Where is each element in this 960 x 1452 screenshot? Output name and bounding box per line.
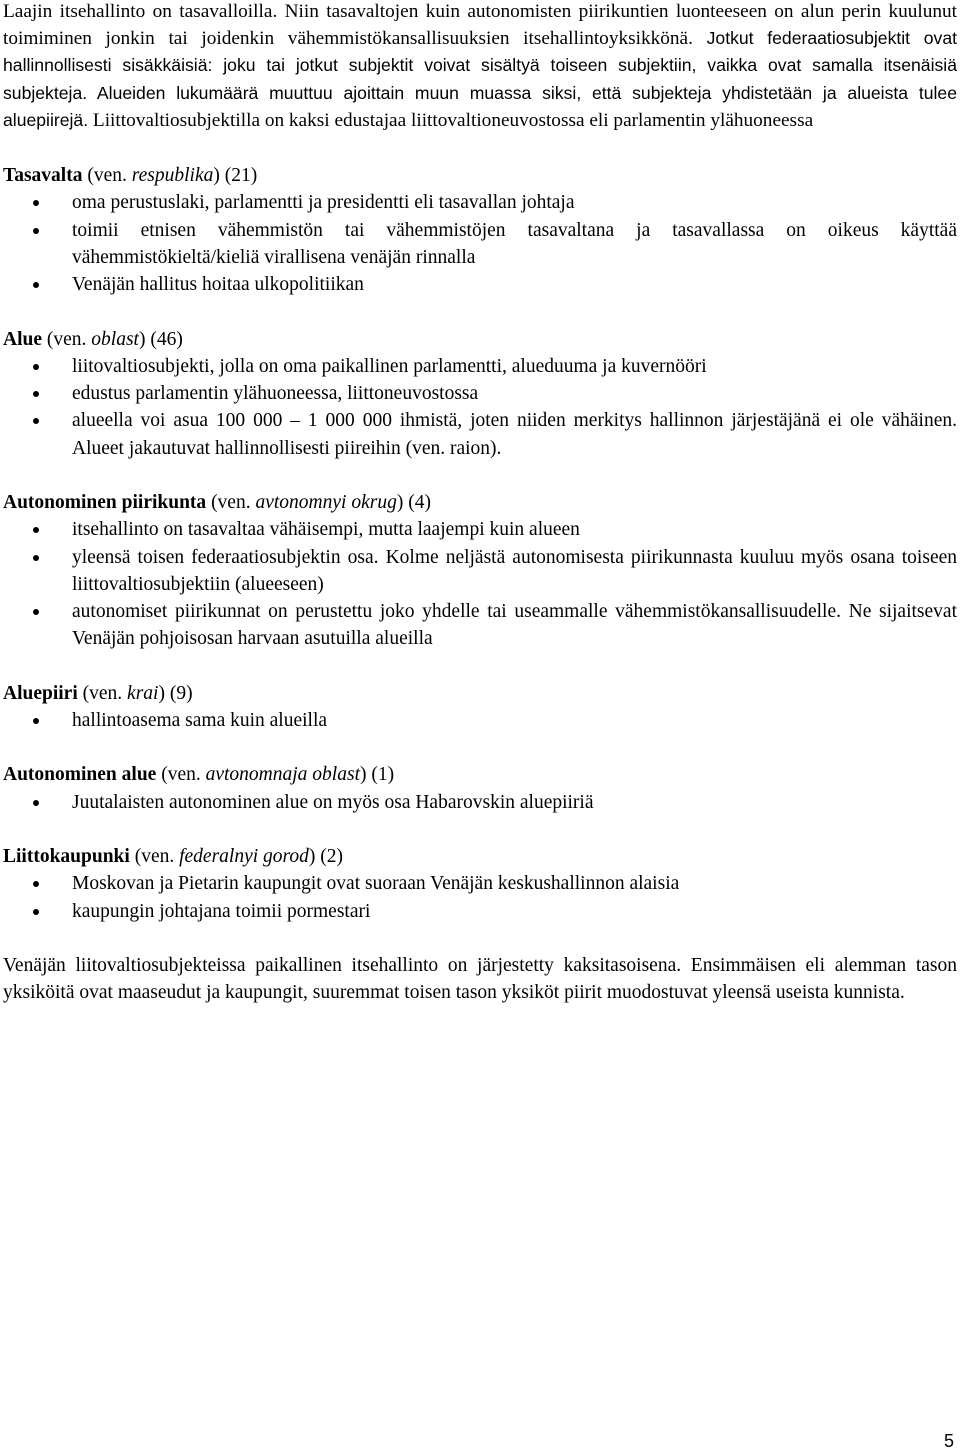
- section-term: respublika: [131, 165, 214, 187]
- intro-text-tail: Liittovaltiosubjektilla on kaksi edustajaa liittovaltioneuvostossa eli parlamentin ylähuoneessa: [88, 109, 814, 131]
- intro-text-1b: Niin tasavaltojen kuin autonomisten piirikuntien luonteeseen on alun perin kuulunut toimiminen jonkin tai joidenkin vähemmistökansallisuuksien itsehallintoyksikkönä.: [3, 1, 957, 50]
- bullet-icon: [33, 200, 39, 206]
- section-prefix: (ven.: [77, 682, 128, 704]
- section-name: Liittokaupunki: [3, 845, 130, 867]
- section-alue: [3, 326, 957, 462]
- section-list: [3, 353, 957, 462]
- list-item: [3, 789, 957, 816]
- bullet-icon: [33, 228, 39, 234]
- section-term: oblast: [91, 328, 139, 350]
- list-item-text: yleensä toisen federaatiosubjektin osa. Kolme neljästä autonomisesta piirikunnasta kuuluu myös osana toiseen liittovaltiosubjektiin (alueeseen): [72, 546, 957, 595]
- section-autonominen-piirikunta: [3, 489, 957, 653]
- bullet-icon: [33, 527, 39, 533]
- section-heading: [3, 162, 957, 189]
- bullet-icon: [33, 391, 39, 397]
- intro-text-sans: Jotkut federaatiosubjektit ovat hallinnollisesti sisäkkäisiä: joku tai jotkut subjektit voivat sisältyä toiseen subjektiin, vaikka ovat samalla itsenäisiä subjekteja. Alueiden lukumäärä muuttuu ajoittain muun muassa siksi, että subjekteja yhdistetään ja alueista tulee aluepiirejä.: [3, 28, 958, 130]
- list-item: [3, 353, 957, 380]
- section-aluepiiri: [3, 680, 957, 735]
- bullet-icon: [33, 909, 39, 915]
- bullet-icon: [33, 718, 39, 724]
- list-item: [3, 516, 957, 543]
- section-name: Tasavalta: [3, 165, 83, 187]
- list-item-text: edustus parlamentin ylähuoneessa, liittoneuvostossa: [72, 383, 479, 405]
- list-item: [3, 380, 957, 407]
- list-item-text: Moskovan ja Pietarin kaupungit ovat suoraan Venäjän keskushallinnon alaisia: [72, 873, 680, 895]
- section-term: avtonomnaja oblast: [205, 764, 360, 786]
- bullet-icon: [33, 881, 39, 887]
- list-item-text: kaupungin johtajana toimii pormestari: [72, 900, 371, 922]
- list-item: [3, 189, 957, 216]
- section-term: avtonomnyi okrug: [255, 491, 397, 513]
- bullet-icon: [33, 282, 39, 288]
- section-prefix: (ven.: [82, 165, 132, 187]
- section-autonominen-alue: [3, 761, 957, 816]
- list-item: [3, 217, 957, 272]
- list-item: [3, 870, 957, 897]
- section-count: ) (4): [396, 491, 431, 513]
- document-page: [3, 0, 957, 1006]
- section-count: ) (21): [213, 165, 258, 187]
- section-prefix: (ven.: [42, 328, 92, 350]
- list-item-text: Venäjän hallitus hoitaa ulkopolitiikan: [72, 274, 364, 296]
- list-item: [3, 707, 957, 734]
- bullet-icon: [33, 800, 39, 806]
- list-item-text: alueella voi asua 100 000 – 1 000 000 ihmistä, joten niiden merkitys hallinnon järjestäjänä ei ole vähäinen. Alueet jakautuvat hallinnollisesti piireihin (ven. raion).: [72, 410, 957, 459]
- intro-paragraph: [3, 0, 957, 134]
- section-liittokaupunki: [3, 843, 957, 925]
- intro-text-1: Laajin itsehallinto on tasavalloilla.: [3, 1, 285, 22]
- list-item-text: hallintoasema sama kuin alueilla: [72, 710, 328, 732]
- closing-paragraph: Venäjän liitovaltiosubjekteissa paikallinen itsehallinto on järjestetty kaksitasoisena. Ensimmäisen eli alemman tason yksiköitä ovat maaseudut ja kaupungit, suuremmat toisen tason yksiköt piirit muodostuvat yleensä useista kunnista.: [3, 954, 957, 1004]
- list-item: [3, 898, 957, 925]
- list-item: [3, 598, 957, 653]
- section-count: ) (1): [359, 764, 395, 786]
- list-item: [3, 544, 957, 599]
- bullet-icon: [33, 555, 39, 561]
- section-heading: [3, 489, 957, 516]
- section-list: [3, 707, 957, 734]
- section-count: ) (2): [308, 845, 344, 867]
- list-item-text: itsehallinto on tasavaltaa vähäisempi, mutta laajempi kuin alueen: [72, 519, 580, 541]
- bullet-icon: [33, 418, 39, 424]
- list-item: [3, 271, 957, 298]
- section-heading: [3, 843, 957, 870]
- section-count: ) (9): [158, 682, 193, 704]
- section-term: krai: [127, 682, 159, 704]
- section-list: [3, 189, 957, 298]
- section-name: Autonominen alue: [3, 764, 157, 786]
- list-item-text: autonomiset piirikunnat on perustettu joko yhdelle tai useammalle vähemmistökansallisuudelle. Ne sijaitsevat Venäjän pohjoisosan harvaan asutuilla alueilla: [72, 601, 957, 650]
- section-list: [3, 870, 957, 925]
- section-tasavalta: [3, 162, 957, 298]
- list-item: [3, 407, 957, 462]
- section-heading: [3, 761, 957, 788]
- section-name: Alue: [3, 328, 42, 350]
- section-term: federalnyi gorod: [179, 845, 309, 867]
- section-prefix: (ven.: [206, 491, 256, 513]
- list-item-text: oma perustuslaki, parlamentti ja presidentti eli tasavallan johtaja: [72, 192, 575, 214]
- list-item-text: Juutalaisten autonominen alue on myös osa Habarovskin aluepiiriä: [72, 791, 594, 813]
- section-count: ) (46): [138, 328, 183, 350]
- list-item-text: liitovaltiosubjekti, jolla on oma paikallinen parlamentti, alueduuma ja kuvernööri: [72, 355, 707, 377]
- section-prefix: (ven.: [156, 764, 206, 786]
- section-heading: [3, 680, 957, 707]
- section-name: Aluepiiri: [3, 682, 78, 704]
- bullet-icon: [33, 609, 39, 615]
- section-list: [3, 516, 957, 652]
- section-name: Autonominen piirikunta: [3, 491, 207, 513]
- section-heading: [3, 326, 957, 353]
- bullet-icon: [33, 364, 39, 370]
- page-number: 5: [943, 1431, 954, 1451]
- section-list: [3, 789, 957, 816]
- list-item-text: toimii etnisen vähemmistön tai vähemmistöjen tasavaltana ja tasavallassa on oikeus käyttää vähemmistökieltä/kieliä virallisena venäjän rinnalla: [72, 219, 957, 268]
- section-prefix: (ven.: [129, 845, 180, 867]
